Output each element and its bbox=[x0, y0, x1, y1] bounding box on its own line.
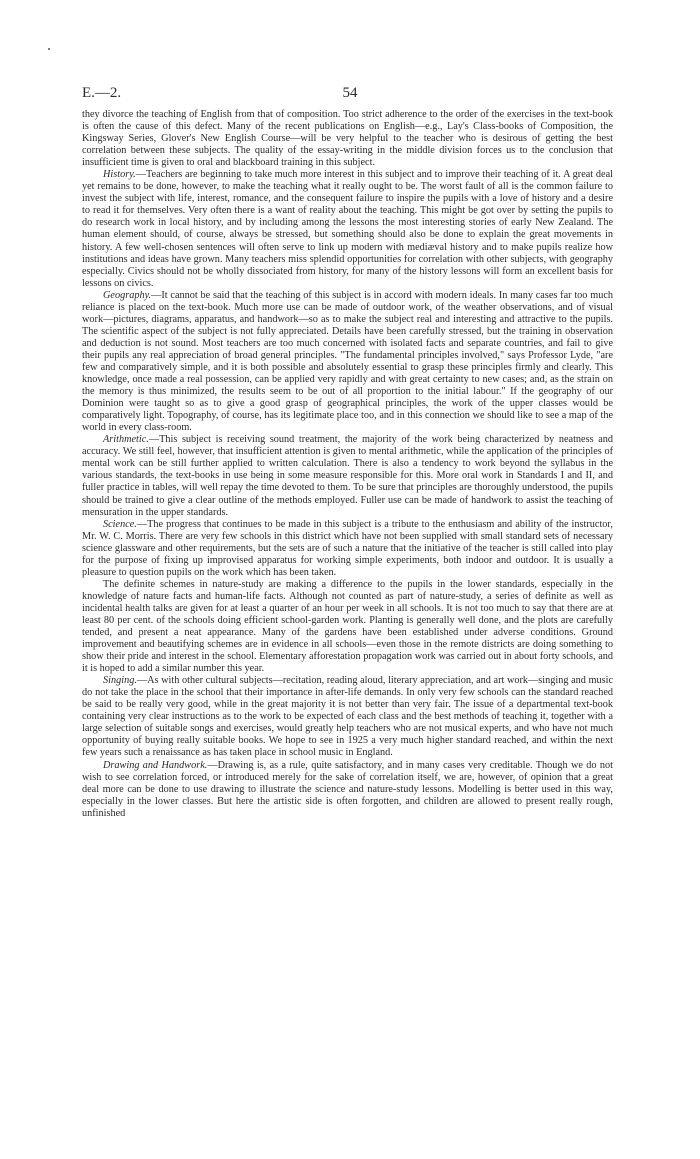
paragraph-text: they divorce the teaching of English from that of composition. Too strict adherence to the order of the exercises in the text-book is often the cause of this defect. Many of the recent publications on English—e.g., Lay's Class-books of Composition, the Kingsway Series, Glover's New English Course—will be very helpful to the teacher who is desirous of getting the best correlation between these subjects. The quality of the essay-writing in the middle division forces us to the conclusion that insufficient time is given to oral and blackboard training in this subject. bbox=[82, 109, 613, 169]
paragraph-geography bbox=[82, 290, 613, 435]
section-heading: Singing. bbox=[103, 675, 137, 687]
body-text bbox=[82, 109, 613, 820]
paragraph-text: —Drawing is, as a rule, quite satisfactory, and in many cases very creditable. Though we do not wish to see correlation forced, or introduced merely for the sake of correlation itself, we are, however, of opinion that a great deal more can be done to use drawing to illustrate the science and nature-study lessons. Modelling is better used in this way, especially in the lower classes. But here the artistic side is often forgotten, and children are allowed to present really rough, unfinished bbox=[82, 759, 613, 819]
paragraph-text: —Teachers are beginning to take much more interest in this subject and to improve their teaching of it. A great deal yet remains to be done, however, to make the teaching what it really ought to be. The worst fault of all is the common failure to invest the subject with life, interest, romance, and the consequent failure to inspire the pupils with a love of history and a desire to read it for themselves. Very often there is a want of reality about the teaching. This might be got over by setting the pupils to do research work in local history, and by including among the lessons the most interesting stories of early New Zealand. The human element should, of course, always be stressed, but something should also be done to explain the great movements in history. A few well-chosen sentences will often serve to link up modern with mediæval history and to make pupils realize how institutions and ideas have grown. Many teachers miss splendid opportunities for correlation with other subjects, with geography especially. Civics should not be wholly dissociated from history, for many of the history lessons will form an excellent basis for lessons on civics. bbox=[82, 169, 613, 289]
paragraph-english bbox=[82, 109, 613, 169]
section-heading: Arithmetic. bbox=[103, 434, 149, 446]
paragraph-text: —It cannot be said that the teaching of this subject is in accord with modern ideals. In many cases far too much reliance is placed on the text-book. Much more use can be made of outdoor work, of the weather observations, and of visual work—pictures, diagrams, apparatus, and handwork—so as to make the subject real and interesting and attractive to the pupils. The scientific aspect of the subject is not fully appreciated. Details have been carefully stressed, but the training in observation and deduction is not sound. Most teachers are too much concerned with isolated facts and separate countries, and fail to give their pupils any real appreciation of broad general principles. "The fundamental principles involved," says Professor Lyde, "are few and comparatively simple, and it is both possible and absolutely essential to grasp these principles firmly and clearly. This knowledge, once made a real possession, can be applied very rapidly and with great certainty to new cases; and, as the strain on the memory is thus minimized, the results seem to be out of all proportion to the initial labour." If the geography of our Dominion were taught so as to give a good grasp of geographical principles, the work of the upper classes would be comparatively light. Topography, of course, has its legitimate place too, and in this connection we should like to see a map of the world in every class-room. bbox=[82, 289, 613, 434]
page-number: 54 bbox=[342, 85, 358, 101]
paragraph-text: —As with other cultural subjects—recitation, reading aloud, literary appreciation, and art work—singing and music do not take the place in the school that their importance in after-life demands. In only very few schools can the standard reached be said to be really very good, while in the great majority it is not better than very fair. The issue of a departmental text-book containing very clear instructions as to the work to be expected of each class and the best methods of teaching it, together with a large selection of suitable songs and exercises, would greatly help teachers who are not musical experts, and who have not much opportunity of buying really suitable books. We hope to see in 1925 a very much higher standard reached, and within the next few years such a renaissance as has taken place in school music in England. bbox=[82, 675, 613, 759]
speck bbox=[48, 48, 50, 50]
section-heading: Geography. bbox=[103, 289, 152, 301]
paragraph-singing bbox=[82, 675, 613, 759]
section-heading: Science. bbox=[103, 518, 137, 530]
paragraph-drawing bbox=[82, 760, 613, 820]
paragraph-text: —The progress that continues to be made in this subject is a tribute to the enthusiasm and ability of the instructor, Mr. W. C. Morris. There are very few schools in this district which have not been supplied with small standard sets of necessary science glassware and other requirements, but the sets are of such a nature that the initiative of the teacher is still called into play for the purpose of fixing up improvised apparatus for working simple experiments, both indoor and outdoor. It is usually a pleasure to question pupils on the work which has been taken. bbox=[82, 518, 613, 578]
section-heading: History. bbox=[103, 169, 136, 181]
report-code: E.—2. bbox=[82, 85, 122, 101]
paragraph-science bbox=[82, 519, 613, 579]
paragraph-text: The definite schemes in nature-study are making a difference to the pupils in the lower standards, especially in the knowledge of nature facts and human-life facts. Although not counted as part of nature-study, a series of definite as well as incidental health talks are given for at least a quarter of an hour per week in all schools. It is not too much to say that there are at least 80 per cent. of the schools doing efficient school-garden work. Planting is generally well done, and the plots are carefully tended, and present a neat appearance. Many of the gardens have been established under adverse conditions. Ground improvement and beautifying schemes are in evidence in all schools—even those in the remote districts are doing something to show their pride and interest in the school. Elementary afforestation propagation work was carried out in about forty schools, and it is hoped to add a similar number this year. bbox=[82, 578, 613, 675]
paragraph-history bbox=[82, 169, 613, 289]
page-header bbox=[82, 84, 618, 102]
section-heading: Drawing and Handwork. bbox=[103, 759, 208, 771]
paragraph-nature-study bbox=[82, 579, 613, 675]
paragraph-arithmetic bbox=[82, 434, 613, 518]
paragraph-text: —This subject is receiving sound treatment, the majority of the work being characterized by neatness and accuracy. We still feel, however, that insufficient attention is given to mental arithmetic, while the application of the principles of mental work can be still further applied to written calculation. There is also a tendency to work beyond the syllabus in the various standards, the text-books in use being in some measure responsible for this. More oral work in Standards I and II, and fuller practice in tables, will well repay the time devoted to them. To be sure that principles are thoroughly understood, the pupils should be trained to give a clear outline of the methods employed. Fuller use can be made of handwork to assist the teaching of mensuration in the upper standards. bbox=[82, 434, 613, 518]
